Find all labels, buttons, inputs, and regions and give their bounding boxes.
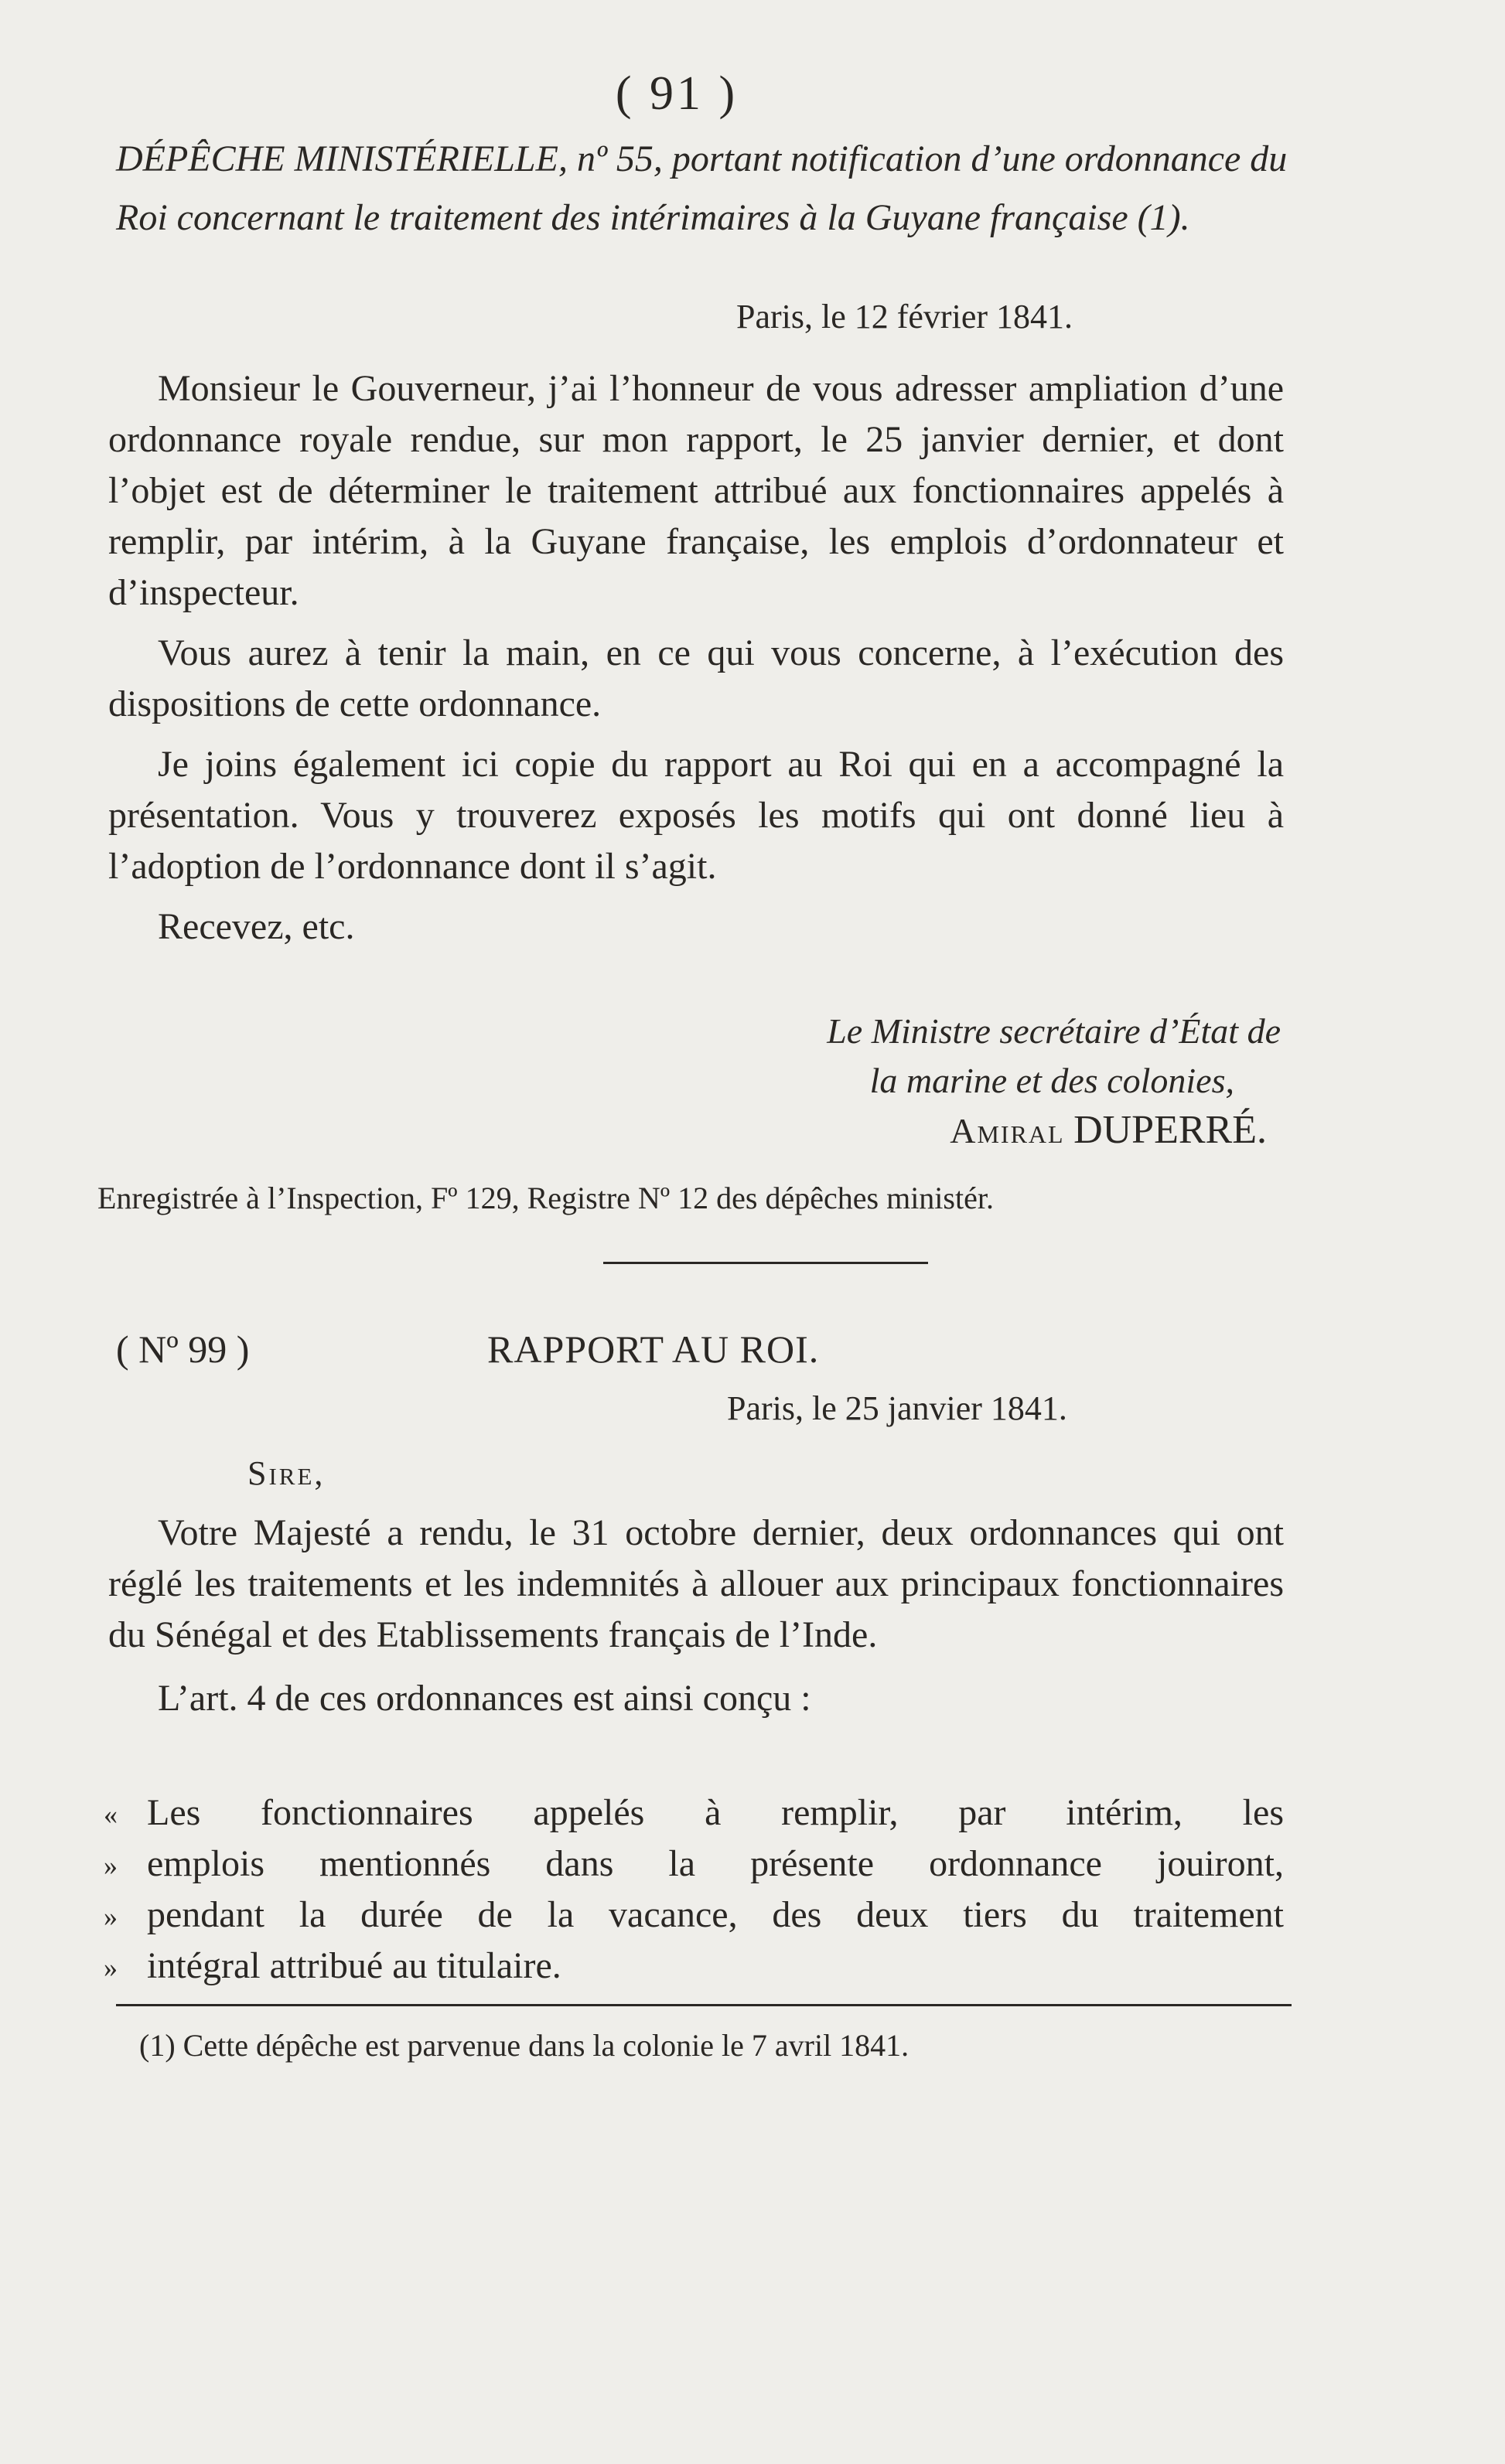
signature-rank: Amiral xyxy=(950,1111,1065,1150)
signature-title-line-1: Le Ministre secrétaire d’État de xyxy=(827,1011,1281,1051)
report-99-heading xyxy=(116,1327,1292,1385)
report-99-title: RAPPORT AU ROI. xyxy=(487,1327,820,1371)
signature-name-line xyxy=(827,1106,1267,1156)
report-99-body xyxy=(108,1508,1284,1724)
quote-mark: » xyxy=(104,1901,118,1932)
quote-line: » intégral attribué au titulaire. xyxy=(147,1941,1284,1992)
dispatch-98-body xyxy=(108,363,1284,953)
article-quote xyxy=(104,1788,1284,1992)
dispatch-98-paragraph-1: Monsieur le Gouverneur, j’ai l’honneur de vous adresser ampliation d’une ordonnance royale rendue, sur mon rapport, le 25 janvier dernier, et dont l’objet est de déterminer le traitement attribué aux fonctionnaires appelés à remplir, par intérim, à la Guyane française, les emplois d’ordonnateur et d’inspecteur. xyxy=(108,368,1284,613)
salutation: Sire, xyxy=(247,1454,326,1492)
footnote: (1) Cette dépêche est parvenue dans la colonie le 7 avril 1841. xyxy=(139,2028,909,2063)
registry-note: Enregistrée à l’Inspection, Fº 129, Registre Nº 12 des dépêches ministér. xyxy=(97,1181,994,1215)
page-number: ( 91 ) xyxy=(615,67,739,120)
quote-line: » pendant la durée de la vacance, des deux tiers du traitement xyxy=(147,1890,1284,1941)
report-paragraph-1: Votre Majesté a rendu, le 31 octobre dernier, deux ordonnances qui ont réglé les traitements et les indemnités à allouer aux principaux fonctionnaires du Sénégal et des Etablissements français de l’Inde. xyxy=(108,1512,1284,1655)
dispatch-98-closing: Recevez, etc. xyxy=(158,906,355,947)
quote-line: « Les fonctionnaires appelés à remplir, par intérim, les xyxy=(147,1788,1284,1839)
report-paragraph-2: L’art. 4 de ces ordonnances est ainsi conçu : xyxy=(158,1678,811,1719)
quote-mark: » xyxy=(104,1952,118,1983)
quote-mark: » xyxy=(104,1850,118,1881)
dispatch-98-paragraph-2: Vous aurez à tenir la main, en ce qui vous concerne, à l’exécution des dispositions de cette ordonnance. xyxy=(108,632,1284,724)
quote-line: » emplois mentionnés dans la présente ordonnance jouiront, xyxy=(147,1839,1284,1890)
dateline-98: Paris, le 12 février 1841. xyxy=(736,298,1073,336)
footnote-rule xyxy=(116,2004,1292,2006)
dispatch-98-paragraph-3: Je joins également ici copie du rapport au Roi qui en a accompagné la présentation. Vous y trouverez exposés les motifs qui ont donné lieu à l’adoption de l’ordonnance dont il s’agit. xyxy=(108,744,1284,887)
report-99-number: ( Nº 99 ) xyxy=(116,1327,250,1371)
dateline-99: Paris, le 25 janvier 1841. xyxy=(727,1389,1067,1427)
signature-name: DUPERRÉ. xyxy=(1073,1108,1267,1152)
section-divider xyxy=(603,1262,928,1264)
dispatch-98-heading: DÉPÊCHE MINISTÉRIELLE, nº 55, portant notification d’une ordonnance du Roi concernant le traitement des intérimaires à la Guyane française (1). xyxy=(116,138,1288,238)
signature-block xyxy=(827,1007,1281,1156)
signature-title-line-2: la marine et des colonies, xyxy=(869,1061,1234,1100)
quote-mark: « xyxy=(104,1799,118,1830)
